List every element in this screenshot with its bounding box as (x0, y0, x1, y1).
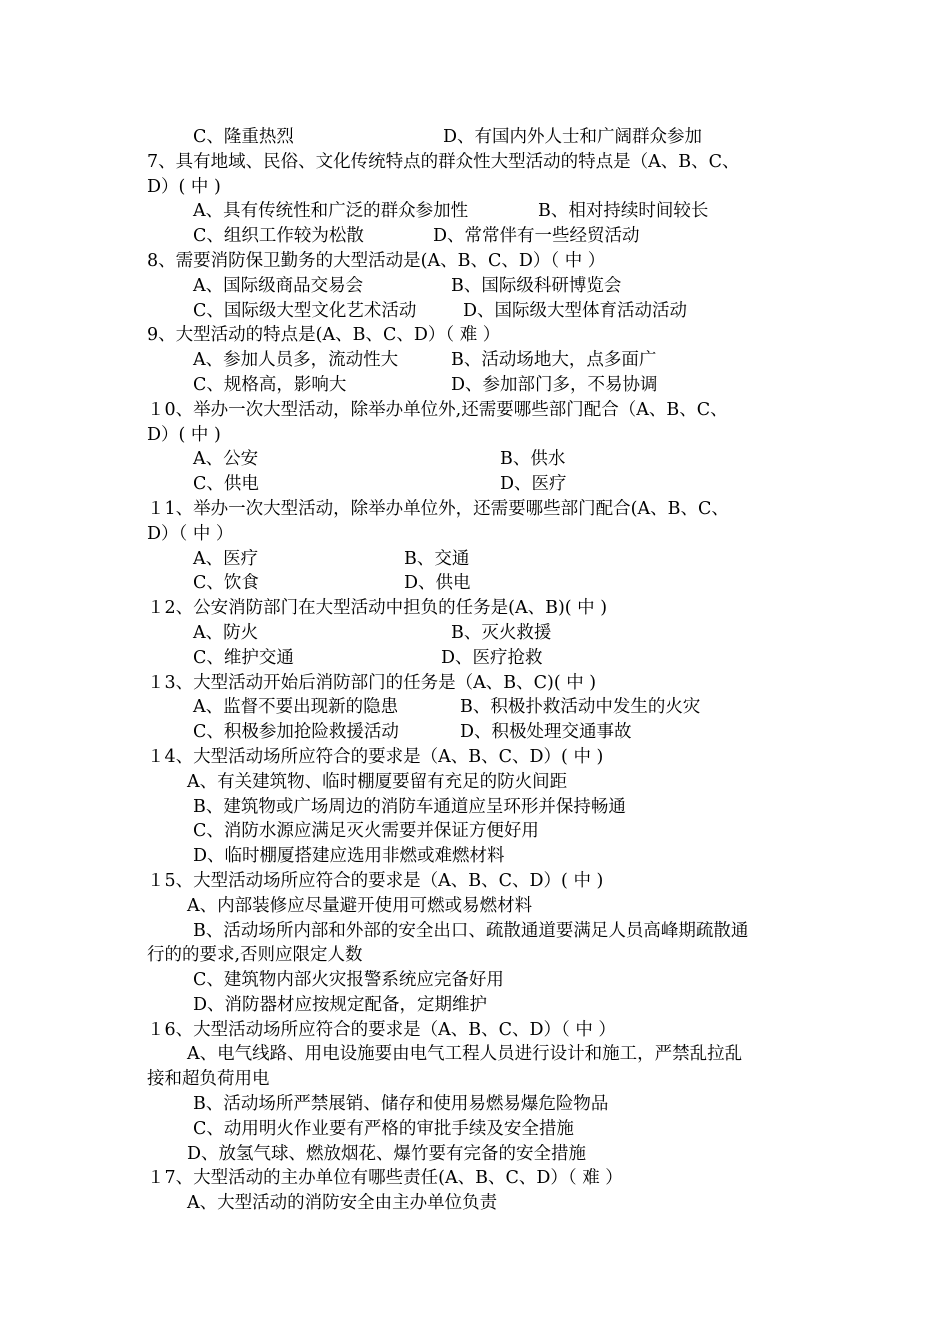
option-left: A、防火 (193, 622, 259, 643)
option-right: B、活动场地大，点多面广 (451, 350, 657, 371)
option-right: D、医疗 (500, 474, 567, 495)
option-left: A、国际级商品交易会 (193, 275, 364, 296)
option-right: D、常常伴有一些经贸活动 (433, 226, 640, 247)
option-row (147, 844, 817, 869)
option-row (147, 695, 817, 720)
option-left: C、维护交通 (193, 647, 294, 668)
option-left: C、国际级大型文化艺术活动 (193, 300, 417, 321)
question-list (147, 125, 817, 1216)
option-row (147, 373, 817, 398)
option-row (147, 646, 817, 671)
option-row (147, 968, 817, 993)
option-left: A、参加人员多，流动性大 (193, 350, 399, 371)
option-row (147, 919, 817, 944)
option-row (147, 819, 817, 844)
question-line: 行的的要求,否则应限定人数 (147, 945, 363, 966)
option-right: B、交通 (404, 548, 470, 569)
question-line: １3、大型活动开始后消防部门的任务是（A、B、C)( 中 ) (147, 672, 597, 693)
option-right: B、灭火救援 (451, 622, 552, 643)
option-line: A、电气线路、用电设施要由电气工程人员进行设计和施工，严禁乱拉乱 (187, 1044, 743, 1065)
option-left: C、规格高，影响大 (193, 374, 347, 395)
option-line: A、大型活动的消防安全由主办单位负责 (187, 1193, 498, 1214)
question-line: １6、大型活动场所应符合的要求是（A、B、C、D）（ 中 ） (147, 1019, 616, 1040)
option-row (147, 348, 817, 373)
option-line: D、放氢气球、燃放烟花、爆竹要有完备的安全措施 (187, 1143, 587, 1164)
option-left: C、积极参加抢险救援活动 (193, 722, 399, 743)
question-line: D）( 中 ) (147, 176, 221, 197)
option-row (147, 1092, 817, 1117)
option-line: A、内部装修应尽量避开使用可燃或易燃材料 (187, 895, 533, 916)
option-left: C、隆重热烈 (193, 127, 294, 147)
option-row (147, 571, 817, 596)
question-line: １1、举办一次大型活动，除举办单位外，还需要哪些部门配合(A、B、C、 (147, 498, 729, 519)
option-row (147, 224, 817, 249)
option-right: D、积极处理交通事故 (460, 722, 632, 743)
option-row (147, 447, 817, 472)
option-row (147, 993, 817, 1018)
question-line: １5、大型活动场所应符合的要求是（A、B、C、D）( 中 ) (147, 870, 604, 891)
option-row (147, 547, 817, 572)
option-line: A、有关建筑物、临时棚厦要留有充足的防火间距 (187, 771, 568, 792)
option-row (147, 274, 817, 299)
option-left: D、消防器材应按规定配备，定期维护 (193, 994, 488, 1015)
option-row (147, 125, 817, 150)
question-line: 9、大型活动的特点是(A、B、C、D）（ 难 ） (147, 325, 501, 346)
option-row (147, 621, 817, 646)
option-right: B、国际级科研博览会 (451, 275, 622, 296)
option-left: A、具有传统性和广泛的群众参加性 (193, 201, 469, 222)
question-line: 8、需要消防保卫勤务的大型活动是(A、B、C、D）（ 中 ） (147, 250, 606, 271)
question-line: D）（ 中 ） (147, 523, 234, 544)
option-left: C、组织工作较为松散 (193, 226, 364, 247)
option-row (147, 795, 817, 820)
question-line: 7、具有地域、民俗、文化传统特点的群众性大型活动的特点是（A、B、C、 (147, 151, 740, 172)
question-line: １7、大型活动的主办单位有哪些责任(A、B、C、D）（ 难 ） (147, 1168, 623, 1189)
option-right: B、相对持续时间较长 (538, 201, 709, 222)
option-left: C、饮食 (193, 573, 259, 594)
option-left: C、建筑物内部火灾报警系统应完备好用 (193, 970, 504, 991)
question-line: D）( 中 ) (147, 424, 221, 445)
option-left: B、活动场所严禁展销、储存和使用易燃易爆危险物品 (193, 1094, 609, 1115)
option-left: D、临时棚厦搭建应选用非燃或难燃材料 (193, 846, 505, 867)
option-right: D、有国内外人士和广阔群众参加 (443, 127, 703, 147)
question-line: 接和超负荷用电 (147, 1069, 270, 1090)
question-line: １0、举办一次大型活动，除举办单位外,还需要哪些部门配合（A、B、C、 (147, 399, 728, 420)
option-left: C、动用明火作业要有严格的审批手续及安全措施 (193, 1118, 574, 1139)
option-left: A、医疗 (193, 548, 259, 569)
option-left: A、监督不要出现新的隐患 (193, 697, 399, 718)
option-row (147, 472, 817, 497)
option-left: C、供电 (193, 474, 259, 495)
option-right: B、供水 (500, 449, 566, 470)
option-right: D、供电 (404, 573, 471, 594)
option-left: B、建筑物或广场周边的消防车通道应呈环形并保持畅通 (193, 796, 626, 817)
option-row (147, 720, 817, 745)
option-row (147, 299, 817, 324)
option-left: C、消防水源应满足灭火需要并保证方便好用 (193, 821, 539, 842)
option-right: D、医疗抢救 (441, 647, 543, 668)
question-line: １2、公安消防部门在大型活动中担负的任务是(A、B)( 中 ) (147, 598, 608, 619)
option-right: B、积极扑救活动中发生的火灾 (460, 697, 701, 718)
option-left: A、公安 (193, 449, 259, 470)
option-right: D、参加部门多，不易协调 (451, 374, 658, 395)
option-row (147, 199, 817, 224)
option-left: B、活动场所内部和外部的安全出口、疏散通道要满足人员高峰期疏散通 (193, 920, 749, 941)
option-right: D、国际级大型体育活动活动 (463, 300, 688, 321)
option-row (147, 1117, 817, 1142)
question-line: １4、大型活动场所应符合的要求是（A、B、C、D）( 中 ) (147, 746, 604, 767)
